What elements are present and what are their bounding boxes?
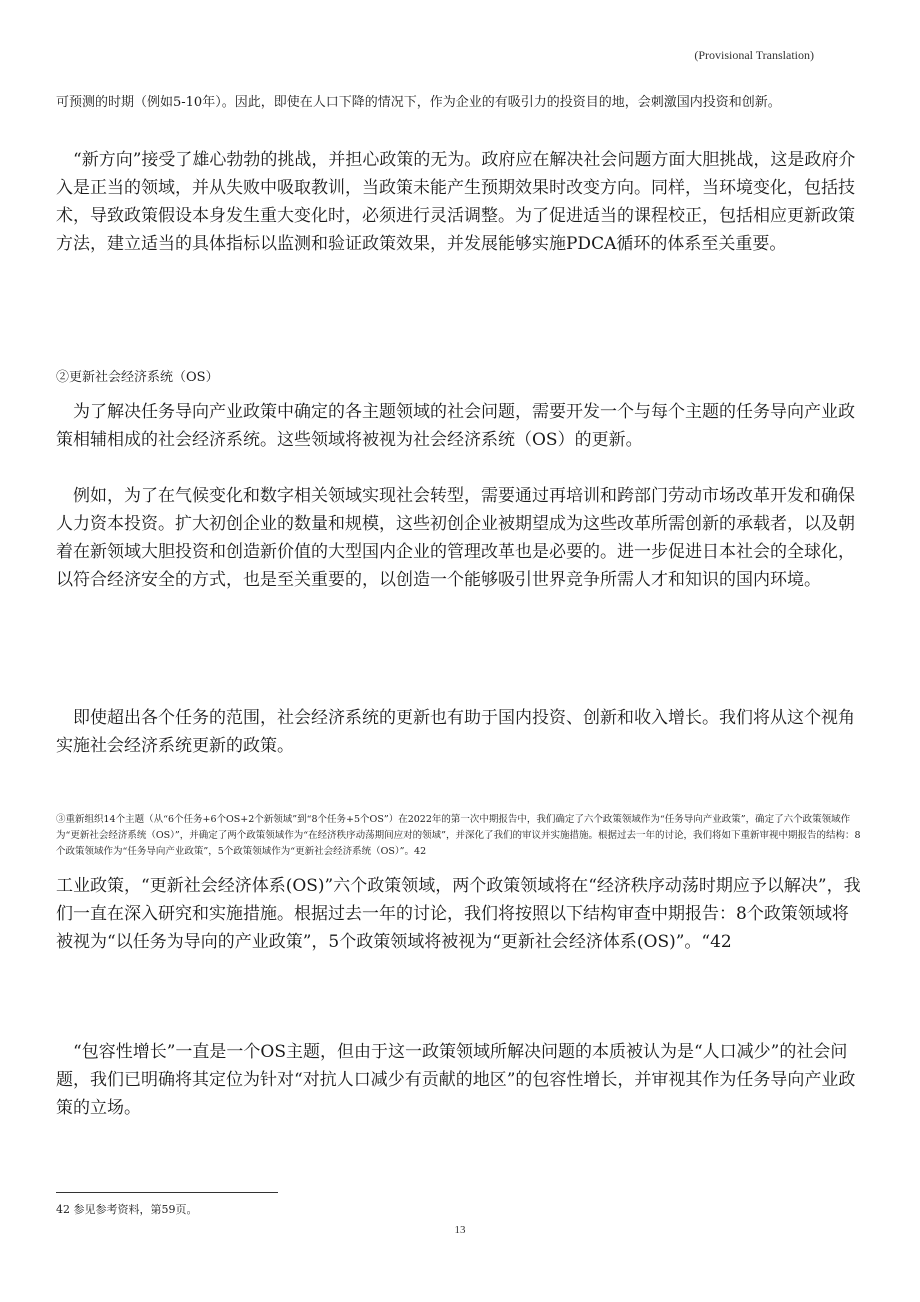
industrial-policy-paragraph: 工业政策，“更新社会经济体系(OS)”六个政策领域，两个政策领域将在“经济秩序动荡时期应予以解决”，我们一直在深入研究和实施措施。根据过去一年的讨论，我们将按照以下结构审查中期报告：8个政策领域将被视为“以任务为导向的产业政策”，5个政策领域将被视为“更新社会经济体系(OS)”。“42 — [56, 876, 861, 952]
section-heading-os-update: ②更新社会经济系统（OS） — [56, 370, 219, 385]
os-intro-paragraph: 为了解决任务导向产业政策中确定的各主题领域的社会问题，需要开发一个与每个主题的任务导向产业政策相辅相成的社会经济系统。这些领域将被视为社会经济系统（OS）的更新。 — [56, 402, 855, 450]
page-number: 13 — [454, 1224, 466, 1236]
example-paragraph: 例如，为了在气候变化和数字相关领域实现社会转型，需要通过再培训和跨部门劳动市场改革开发和确保人力资本投资。扩大初创企业的数量和规模，这些初创企业被期望成为这些改革所需创新的承载者，以及朝着在新领域大胆投资和创造新价值的大型国内企业的管理改革也是必要的。进一步促进日本社会的全球化，以符合经济安全的方式，也是至关重要的，以创造一个能够吸引世界竞争所需人才和知识的国内环境。 — [56, 486, 855, 590]
reorganization-small-paragraph: ③重新组织14个主题（从“6个任务+6个OS+2个新领域”到“8个任务+5个OS”）在2022年的第一次中期报告中，我们确定了六个政策领域作为“任务导向产业政策”，确定了六个政策领域作为“更新社会经济系统（OS）”，并确定了两个政策领域作为“在经济秩序动荡期间应对的领域”，并深化了我们的审议并实施措施。根据过去一年的讨论，我们将如下重新审视中期报告的结构：8个政策领域作为“任务导向产业政策”，5个政策领域作为“更新社会经济系统（OS）”。42 — [56, 814, 861, 857]
intro-paragraph: 可预测的时期（例如5-10年）。因此，即使在人口下降的情况下，作为企业的有吸引力的投资目的地，会刺激国内投资和创新。 — [56, 95, 781, 110]
beyond-missions-paragraph: 即使超出各个任务的范围，社会经济系统的更新也有助于国内投资、创新和收入增长。我们将从这个视角实施社会经济系统更新的政策。 — [56, 708, 855, 756]
inclusive-growth-paragraph: “包容性增长”一直是一个OS主题，但由于这一政策领域所解决问题的本质被认为是“人口减少”的社会问题，我们已明确将其定位为针对“对抗人口减少有贡献的地区”的包容性增长，并审视其作为任务导向产业政策的立场。 — [56, 1042, 856, 1118]
footnote-42: 42 参见参考资料，第59页。 — [56, 1203, 198, 1216]
new-direction-paragraph: “新方向”接受了雄心勃勃的挑战，并担心政策的无为。政府应在解决社会问题方面大胆挑战，这是政府介入是正当的领域，并从失败中吸取教训，当政策未能产生预期效果时改变方向。同样，当环境变化，包括技术，导致政策假设本身发生重大变化时，必须进行灵活调整。为了促进适当的课程校正，包括相应更新政策方法，建立适当的具体指标以监测和验证政策效果，并发展能够实施PDCA循环的体系至关重要。 — [56, 150, 856, 254]
footnote-divider — [56, 1192, 278, 1193]
provisional-translation-note: (Provisional Translation) — [694, 48, 814, 62]
